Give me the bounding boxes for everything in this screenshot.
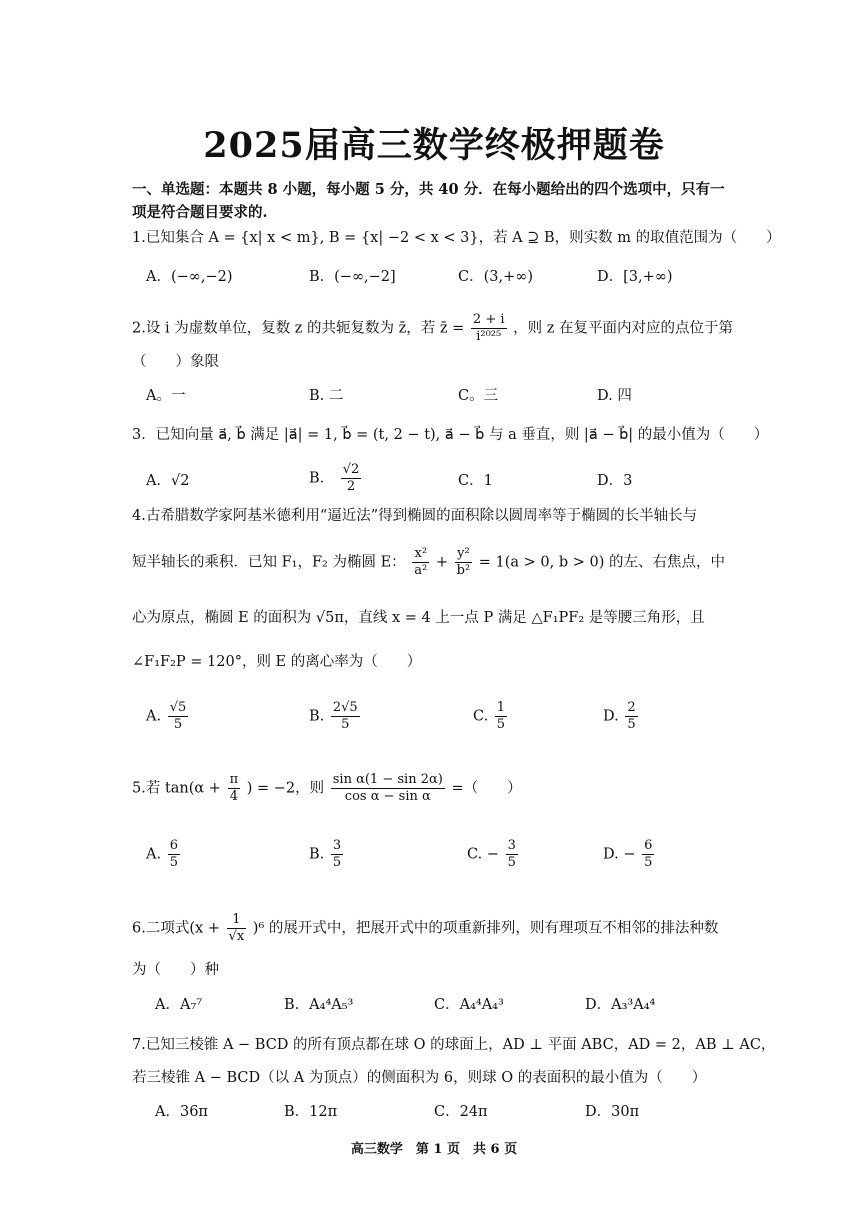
question-4-option-b-label: B. [309, 708, 325, 725]
question-1-option-c: C．(3,+∞) [458, 269, 533, 285]
question-6-stem-part-b: )⁶ 的展开式中，把展开式中的项重新排列，则有理项互不相邻的排法种数 [252, 920, 719, 937]
question-2-option-c: C。三 [458, 388, 499, 404]
question-5-pi-numerator: π [229, 772, 239, 787]
question-2-stem-part-c: （ ）象限 [132, 354, 219, 370]
question-1-option-b: B．(−∞,−2] [309, 269, 396, 285]
question-4-option-a-denominator: 5 [173, 717, 183, 732]
question-6-fraction-numerator: 1 [227, 912, 247, 929]
question-4-option-d-denominator: 5 [627, 717, 636, 732]
question-4-option-b-fraction [331, 700, 360, 733]
question-6-fraction-denominator: √x [228, 929, 245, 944]
question-5-option-d-fraction [642, 838, 654, 871]
question-6-option-d: D．A₃³A₄⁴ [585, 997, 656, 1013]
question-5-option-a [146, 838, 182, 871]
question-4-option-a [146, 700, 190, 733]
question-7-option-c: C．24π [434, 1104, 488, 1120]
question-4-line-2-part-a: 短半轴长的乘积．已知 F₁，F₂ 为椭圆 E： [132, 554, 406, 571]
question-5-option-b-denominator: 5 [332, 855, 342, 870]
question-1-stem: 1.已知集合 A = {x| x < m}, B = {x| −2 < x < 3}，若 A ⊇ B，则实数 m 的取值范围为（ ） [132, 230, 781, 246]
page-footer: 高三数学 第 1 页 共 6 页 [350, 1142, 518, 1157]
question-5-stem-part-b: ) = −2，则 [246, 780, 325, 797]
question-5-option-b-fraction [331, 838, 343, 871]
question-4-option-a-label: A. [146, 708, 162, 725]
question-3-option-a: A．√2 [146, 473, 190, 489]
question-5-expression-fraction [331, 772, 445, 805]
question-2-fraction [471, 312, 507, 345]
question-2-fraction-denominator: i²⁰²⁵ [476, 329, 502, 344]
question-6-stem [132, 912, 718, 945]
question-4-option-c-numerator: 1 [496, 700, 506, 715]
question-4-plus-sign: + [435, 554, 449, 571]
question-3-option-b-label: B． [309, 470, 335, 487]
question-5-option-c [467, 838, 520, 871]
question-4-option-d [603, 700, 640, 733]
question-5-option-d-label: D. − [603, 846, 636, 863]
question-5-option-d-numerator: 6 [644, 838, 653, 853]
question-2-lhs: z̄ = [439, 320, 465, 337]
question-4-option-c-fraction [495, 700, 507, 733]
question-7-option-d: D．30π [585, 1104, 640, 1120]
question-2-stem-part-b: ，则 z 在复平面内对应的点位于第 [513, 320, 733, 337]
question-2-option-a: A。一 [146, 388, 186, 404]
question-4-option-c [473, 700, 509, 733]
question-7-option-b: B．12π [284, 1104, 338, 1120]
question-4-line-2-part-b: = 1(a > 0, b > 0) 的左、右焦点，中 [478, 554, 726, 571]
question-7-line-1: 7.已知三棱锥 A − BCD 的所有顶点都在球 O 的球面上，AD ⊥ 平面 ABC，AD = 2，AB ⊥ AC， [132, 1037, 776, 1053]
question-5-option-c-fraction [506, 838, 518, 871]
question-5-option-a-numerator: 6 [169, 838, 178, 853]
question-5-option-a-denominator: 5 [169, 855, 178, 870]
question-5-stem-part-a: 5.若 tan(α + [132, 780, 221, 797]
question-4-line-1: 4.古希腊数学家阿基米德利用“逼近法”得到椭圆的面积除以圆周率等于椭圆的长半轴长与 [132, 508, 698, 524]
page-title: 2025届高三数学终极押题卷 [203, 125, 665, 166]
question-4-option-b-numerator: 2√5 [332, 700, 358, 715]
question-2-option-b: B. 二 [309, 388, 344, 404]
question-4-y-numerator: y² [455, 546, 473, 563]
question-6-fraction [227, 912, 247, 945]
question-5-expression-numerator: sin α(1 − sin 2α) [332, 772, 443, 787]
question-2-stem-part-a: 2.设 i 为虚数单位，复数 z 的共轭复数为 z̄，若 [132, 320, 436, 337]
question-5-expression-denominator: cos α − sin α [344, 789, 431, 804]
question-5-option-a-label: A. [146, 846, 162, 863]
question-5-option-c-label: C. − [467, 846, 499, 863]
question-6-option-b: B．A₄⁴A₅³ [284, 997, 354, 1013]
question-5-option-c-denominator: 5 [507, 855, 516, 870]
question-4-line-2 [132, 546, 725, 579]
question-5-option-a-fraction [168, 838, 180, 871]
question-2-stem [132, 312, 733, 345]
section-intro-line-1: 一、单选题：本题共 8 小题，每小题 5 分，共 40 分．在每小题给出的四个选项中，只有一 [132, 181, 725, 198]
question-3-option-b [309, 462, 363, 495]
question-6-stem-part-c: 为（ ）种 [132, 962, 219, 978]
question-4-option-b-denominator: 5 [341, 717, 350, 732]
question-5-option-d-denominator: 5 [644, 855, 653, 870]
question-4-x-numerator: x² [412, 546, 429, 563]
question-6-stem-part-a: 6.二项式(x + [132, 920, 220, 937]
question-4-option-c-denominator: 5 [496, 717, 506, 732]
question-6-option-c: C．A₄⁴A₄³ [434, 997, 504, 1013]
question-5-option-d [603, 838, 656, 871]
question-2-fraction-numerator: 2 + i [472, 312, 505, 327]
question-5-pi-denominator: 4 [229, 789, 238, 804]
question-5-stem-part-c: =（ ） [451, 780, 522, 797]
question-4-option-a-numerator: √5 [169, 700, 187, 715]
question-1-option-a: A．(−∞,−2) [146, 269, 233, 285]
question-5-option-b [309, 838, 345, 871]
question-7-option-a: A．36π [155, 1104, 208, 1120]
question-4-x-fraction [412, 546, 429, 579]
question-4-option-d-fraction [625, 700, 637, 733]
question-4-y-denominator: b² [456, 563, 471, 578]
question-3-option-b-denominator: 2 [346, 479, 356, 494]
question-4-option-b [309, 700, 362, 733]
question-4-option-c-label: C. [473, 708, 489, 725]
question-3-stem: 3．已知向量 a⃗, b⃗ 满足 |a⃗| = 1, b⃗ = (t, 2 − t), a⃗ − b⃗ 与 a 垂直，则 |a⃗ − b⃗| 的最小值为（ ） [132, 427, 769, 443]
question-3-option-d: D．3 [597, 473, 633, 489]
question-4-option-d-numerator: 2 [627, 700, 636, 715]
question-7-line-2: 若三棱锥 A − BCD（以 A 为顶点）的侧面积为 6，则球 O 的表面积的最小值为（ ） [132, 1070, 707, 1086]
question-4-option-d-label: D. [603, 708, 619, 725]
question-3-option-b-fraction [341, 462, 362, 495]
question-3-option-b-numerator: √2 [342, 462, 360, 477]
question-6-option-a: A．A₇⁷ [155, 997, 203, 1013]
question-4-line-3: 心为原点，椭圆 E 的面积为 √5π，直线 x = 4 上一点 P 满足 △F₁PF₂ 是等腰三角形，且 [132, 610, 705, 626]
question-4-option-a-fraction [168, 700, 189, 733]
question-3-option-c: C．1 [458, 473, 493, 489]
question-5-option-b-label: B. [309, 846, 325, 863]
question-1-option-d: D．[3,+∞) [597, 269, 673, 285]
question-2-option-d: D. 四 [597, 388, 632, 404]
section-intro-line-2: 项是符合题目要求的. [132, 204, 268, 221]
question-5-option-c-numerator: 3 [507, 838, 516, 853]
question-5-option-b-numerator: 3 [332, 838, 342, 853]
question-5-stem [132, 772, 522, 805]
question-4-y-fraction [455, 546, 473, 579]
question-4-line-4: ∠F₁F₂P = 120°，则 E 的离心率为（ ） [132, 654, 422, 670]
question-5-pi-fraction [228, 772, 241, 805]
question-4-x-denominator: a² [414, 563, 428, 578]
